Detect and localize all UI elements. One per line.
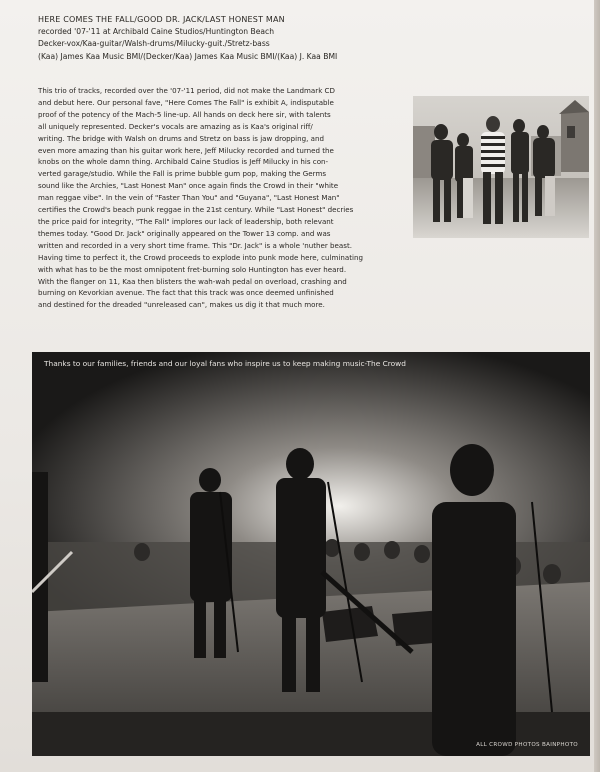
tracks-title: HERE COMES THE FALL/GOOD DR. JACK/LAST HONEST MAN (38, 15, 285, 24)
liner-line: verted garage/studio. While the Fall is prime bubble gum pop, making the Germs (38, 169, 327, 179)
liner-line: knobs on the whole damn thing. Archibald Caine Studios is Jeff Milucky in his con- (38, 157, 329, 167)
liner-line: the price paid for integrity, "The Fall" implores our lack of leadership, both relevant (38, 216, 334, 226)
liner-line: This trio of tracks, recorded over the '07-'11 period, did not make the Landmark CD (38, 86, 335, 95)
liner-line: and debut here. Our personal fave, "Here Comes The Fall" is exhibit A, indisputable (38, 97, 334, 107)
credit-line-publishing: (Kaa) James Kaa Music BMI/(Decker/Kaa) James Kaa Music BMI/(Kaa) J. Kaa BMI (38, 51, 338, 61)
liner-line: burning on Kevorkian avenue. The fact that this track was once deemed unfinished (38, 288, 334, 298)
page-edge (594, 0, 600, 772)
liner-line: sound like the Archies, "Last Honest Man" once again finds the Crowd in their "white (38, 181, 339, 191)
liner-line: Having time to perfect it, the Crowd proceeds to explode into punk mode here, culminating (38, 252, 363, 262)
liner-line: man reggae vibe". In the vein of "Faster Than You" and "Guyana", "Last Honest Man" (38, 193, 340, 203)
track-credits (38, 14, 438, 63)
liner-line: all uniquely represented. Decker's vocals are amazing as is Kaa's original riff/ (38, 121, 313, 131)
liner-line: certifies the Crowd's beach punk reggae in the 21st century. While "Last Honest" decries (38, 205, 354, 215)
liner-line: even more amazing than his guitar work here, Jeff Milucky recorded and turned the (38, 145, 334, 155)
credit-line-personnel: Decker-vox/Kaa-guitar/Walsh-drums/Milucky-guit./Stretz-bass (38, 39, 270, 49)
liner-line: writing. The bridge with Walsh on drums and Stretz on bass is jaw dropping, and (38, 133, 324, 143)
photo-credit: ALL CROWD PHOTOS BAINPHOTO (476, 742, 578, 748)
liner-line: proof of the potency of the Mach-5 line-up. All hands on deck here sir, with talents (38, 109, 331, 119)
liner-line: With the flanger on 11, Kaa then blisters the wah-wah pedal on overload, crashing and (38, 276, 347, 286)
band-portrait-photo (413, 96, 589, 238)
liner-line: written and recorded in a very short time frame. This "Dr. Jack" is a whole 'nuther beast. (38, 240, 352, 250)
thanks-caption: Thanks to our families, friends and our loyal fans who inspire us to keep making music-The Crowd (44, 359, 406, 368)
liner-line: with what has to be the most omnipotent fret-burning solo Huntington has ever heard. (38, 264, 347, 274)
credit-line-recorded: recorded '07-'11 at Archibald Caine Studios/Huntington Beach (38, 27, 275, 37)
liner-line: themes today. "Good Dr. Jack" originally appeared on the Tower 13 comp. and was (38, 228, 331, 238)
live-concert-photo (32, 352, 590, 756)
liner-notes (38, 85, 436, 311)
liner-line: and destined for the dreaded "unreleased can", makes us dig it that much more. (38, 300, 325, 310)
